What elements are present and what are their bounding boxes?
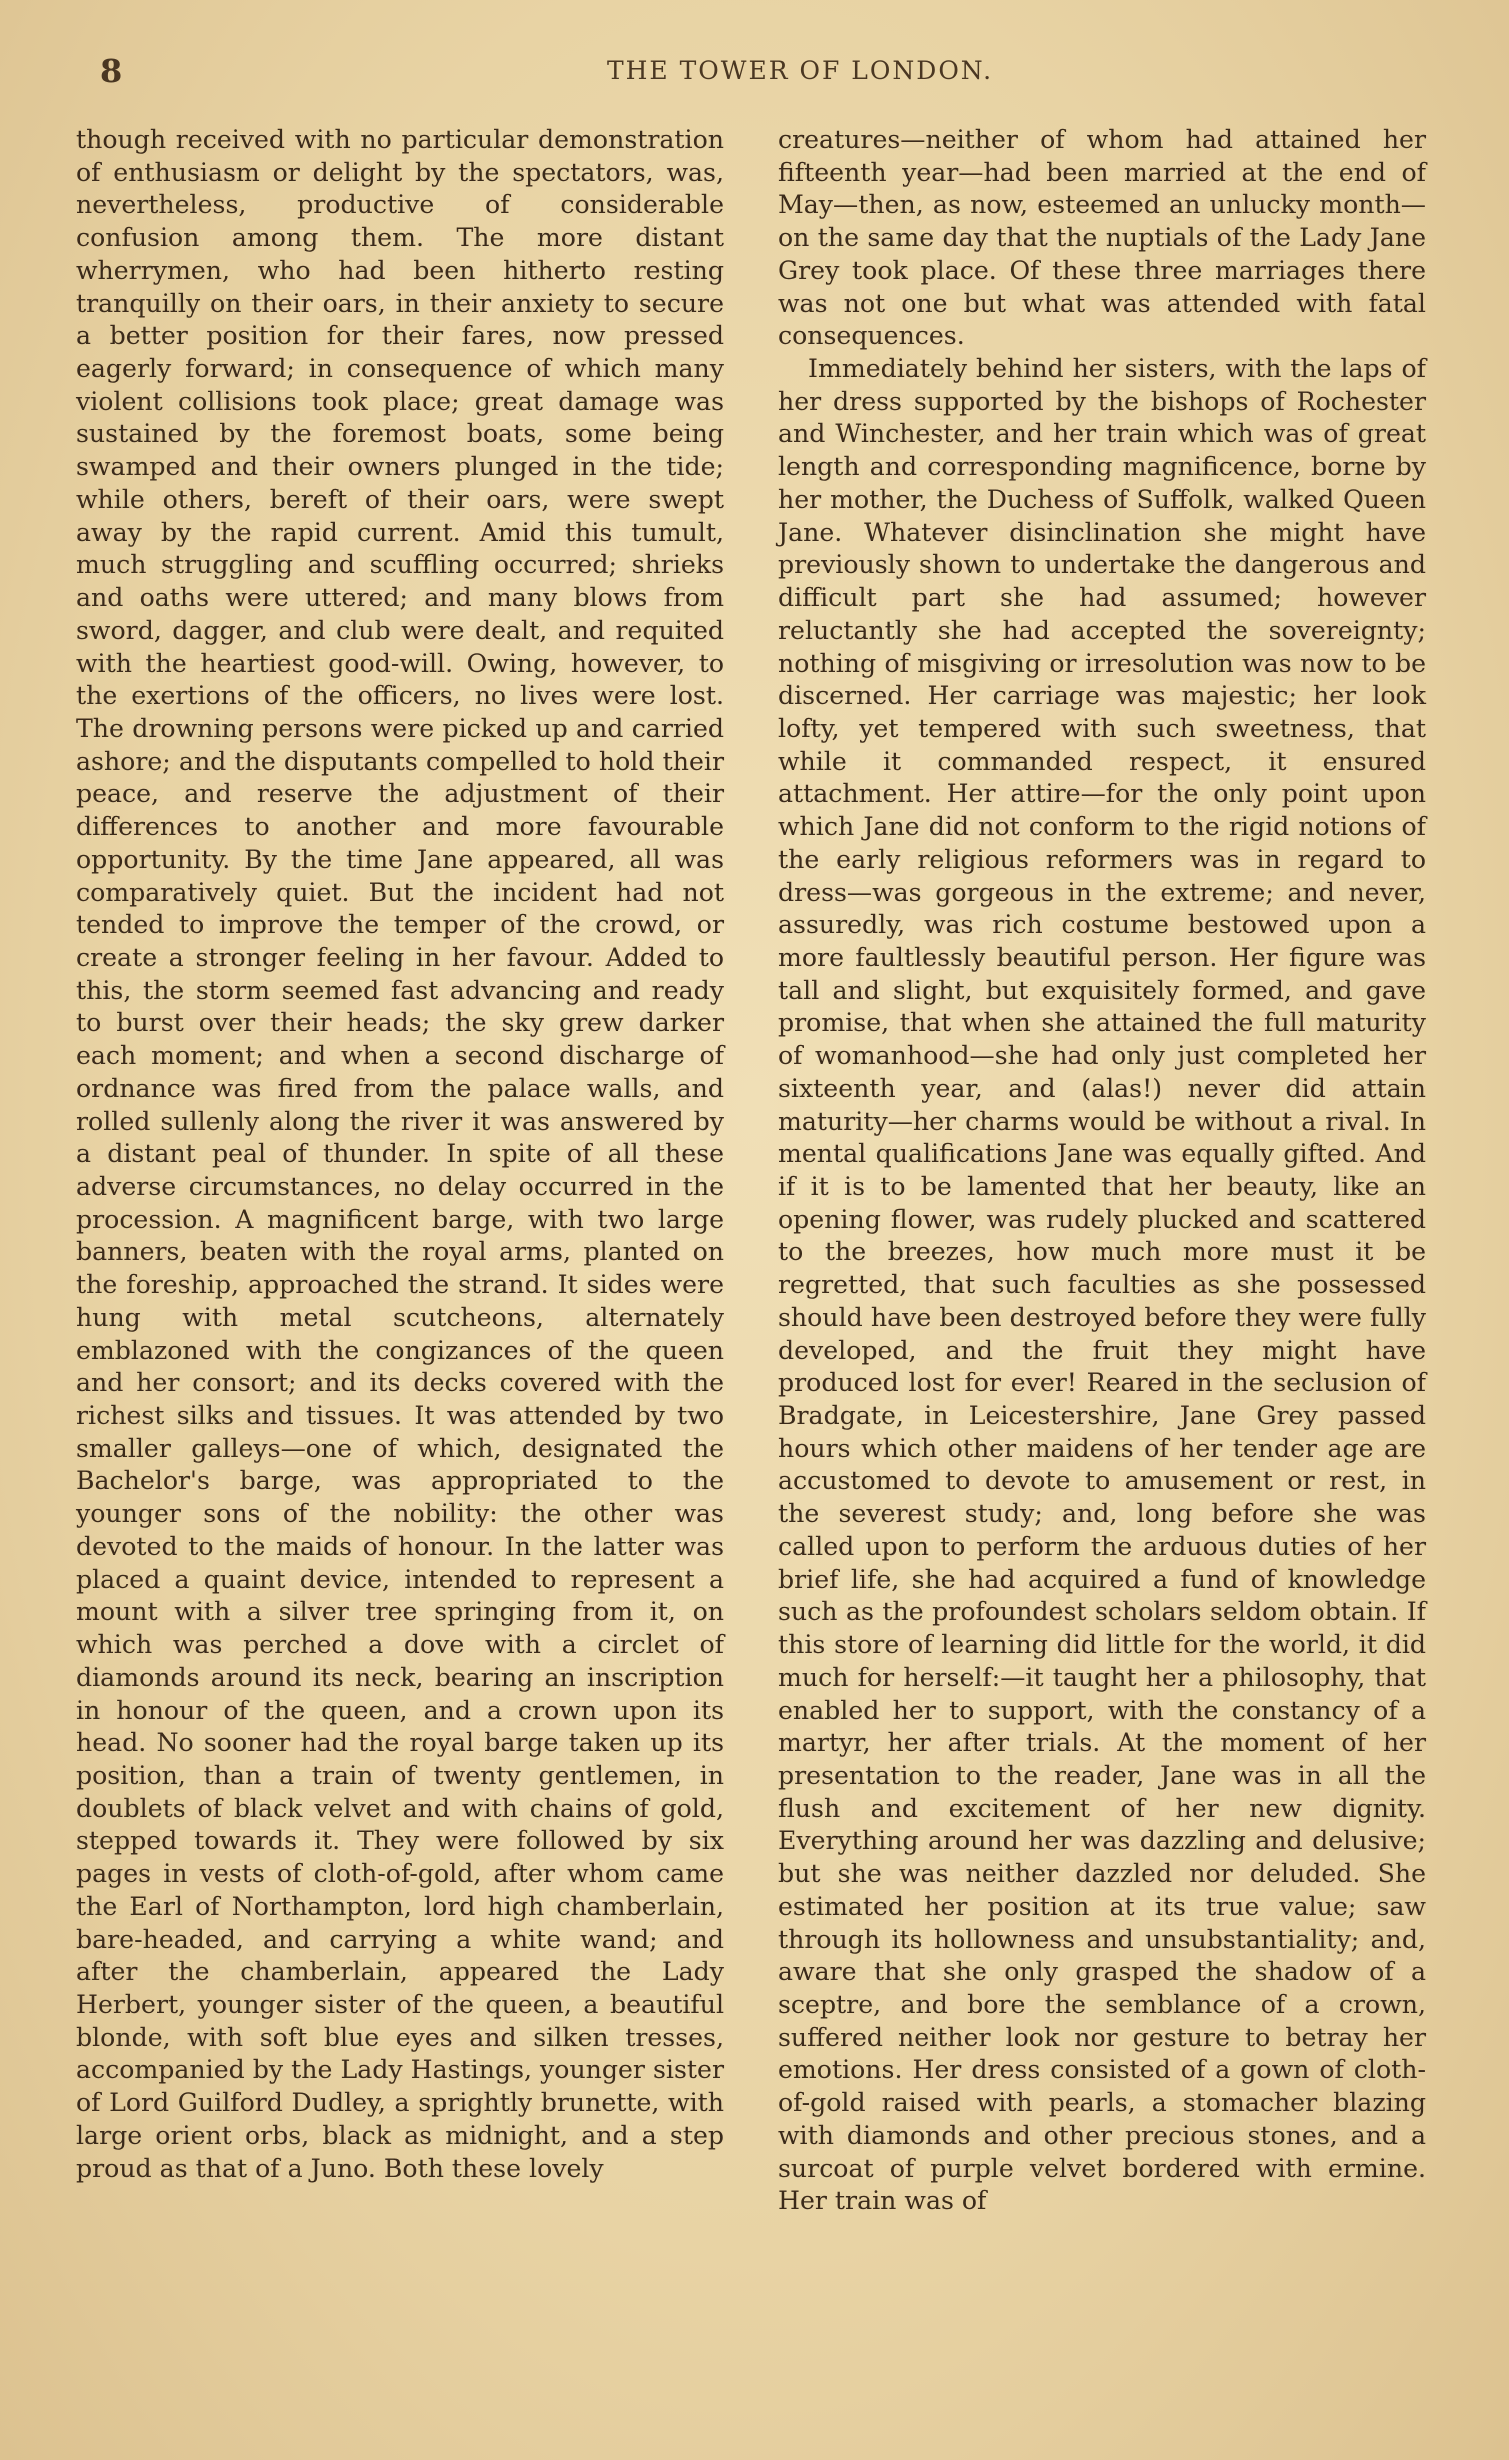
left-column-paragraph: though received with no particular demonstration of enthusiasm or delight by the spectators, was, nevertheless, productive of considerable confusion among them. The more distant wherrymen, who had been hitherto resting tranquilly on their oars, in their anxiety to secure a better position for their fares, now pressed eagerly forward; in consequence of which many violent collisions took place; great damage was sustained by the foremost boats, some being swamped and their owners plunged in the tide; while others, bereft of their oars, were swept away by the rapid current. Amid this tumult, much struggling and scuffling occurred; shrieks and oaths were uttered; and many blows from sword, dagger, and club were dealt, and requited with the heartiest good-will. Owing, however, to the exertions of the officers, no lives were lost. The drowning persons were picked up and carried ashore; and the disputants compelled to hold their peace, and reserve the adjustment of their differences to another and more favourable opportunity. By the time Jane appeared, all was comparatively quiet. But the incident had not tended to improve the temper of the crowd, or create a stronger feeling in her favour. Added to this, the storm seemed fast advancing and ready to burst over their heads; the sky grew darker each moment; and when a second discharge of ordnance was fired from the palace walls, and rolled sullenly along the river it was answered by a distant peal of thunder. In spite of all these adverse circumstances, no delay occurred in the procession. A magnificent barge, with two large banners, beaten with the royal arms, planted on the foreship, approached the strand. It sides were hung with metal scutcheons, alternately emblazoned with the congizances of the queen and her consort; and its decks covered with the richest silks and tissues. It was attended by two smaller galleys—one of which, designated the Bachelor's barge, was appropriated to the younger sons of the nobility: the other was devoted to the maids of honour. In the latter was placed a quaint device, intended to represent a mount with a silver tree springing from it, on which was perched a dove with a circlet of diamonds around its neck, bearing an inscription in honour of the queen, and a crown upon its head. No sooner had the royal barge taken up its position, than a train of twenty gentlemen, in doublets of black velvet and with chains of gold, stepped towards it. They were followed by six pages in vests of cloth-of-gold, after whom came the Earl of Northampton, lord high chamberlain, bare-headed, and carrying a white wand; and after the chamberlain, appeared the Lady Herbert, younger sister of the queen, a beautiful blonde, with soft blue eyes and silken tresses, accompanied by the Lady Hastings, younger sister of Lord Guilford Dudley, a sprightly brunette, with large orient orbs, black as midnight, and a step proud as that of a Juno. Both these lovely [76, 125, 724, 2183]
running-head [100, 52, 1460, 92]
page-number: 8 [100, 52, 123, 90]
page-header-title: THE TOWER OF LONDON. [606, 56, 994, 85]
right-column [778, 124, 1426, 2218]
right-column-paragraph-1: creatures—neither of whom had attained her fifteenth year—had been married at the end of May—then, as now, esteemed an unlucky month—on the same day that the nuptials of the Lady Jane Grey took place. Of these three marriages there was not one but what was attended with fatal consequences. [778, 125, 1426, 351]
left-column [76, 124, 724, 2185]
right-column-paragraph-2: Immediately behind her sisters, with the laps of her dress supported by the bishops of Rochester and Winchester, and her train which was of great length and corresponding magnificence, borne by her mother, the Duchess of Suffolk, walked Queen Jane. Whatever disinclination she might have previously shown to undertake the dangerous and difficult part she had assumed; however reluctantly she had accepted the sovereignty; nothing of misgiving or irresolution was now to be discerned. Her carriage was majestic; her look lofty, yet tempered with such sweetness, that while it commanded respect, it ensured attachment. Her attire—for the only point upon which Jane did not conform to the rigid notions of the early religious reformers was in regard to dress—was gorgeous in the extreme; and never, assuredly, was rich costume bestowed upon a more faultlessly beautiful person. Her figure was tall and slight, but exquisitely formed, and gave promise, that when she attained the full maturity of womanhood—she had only just completed her sixteenth year, and (alas!) never did attain maturity—her charms would be without a rival. In mental qualifications Jane was equally gifted. And if it is to be lamented that her beauty, like an opening flower, was rudely plucked and scattered to the breezes, how much more must it be regretted, that such faculties as she possessed should have been destroyed before they were fully developed, and the fruit they might have produced lost for ever! Reared in the seclusion of Bradgate, in Leicestershire, Jane Grey passed hours which other maidens of her tender age are accustomed to devote to amusement or rest, in the severest study; and, long before she was called upon to perform the arduous duties of her brief life, she had acquired a fund of knowledge such as the profoundest scholars seldom obtain. If this store of learning did little for the world, it did much for herself:—it taught her a philosophy, that enabled her to support, with the constancy of a martyr, her after trials. At the moment of her presentation to the reader, Jane was in all the flush and excitement of her new dignity. Everything around her was dazzling and delusive; but she was neither dazzled nor deluded. She estimated her position at its true value; saw through its hollowness and unsubstantiality; and, aware that she only grasped the shadow of a sceptre, and bore the semblance of a crown, suffered neither look nor gesture to betray her emotions. Her dress consisted of a gown of cloth-of-gold raised with pearls, a stomacher blazing with diamonds and other precious stones, and a surcoat of purple velvet bordered with ermine. Her train was of [778, 354, 1426, 2216]
